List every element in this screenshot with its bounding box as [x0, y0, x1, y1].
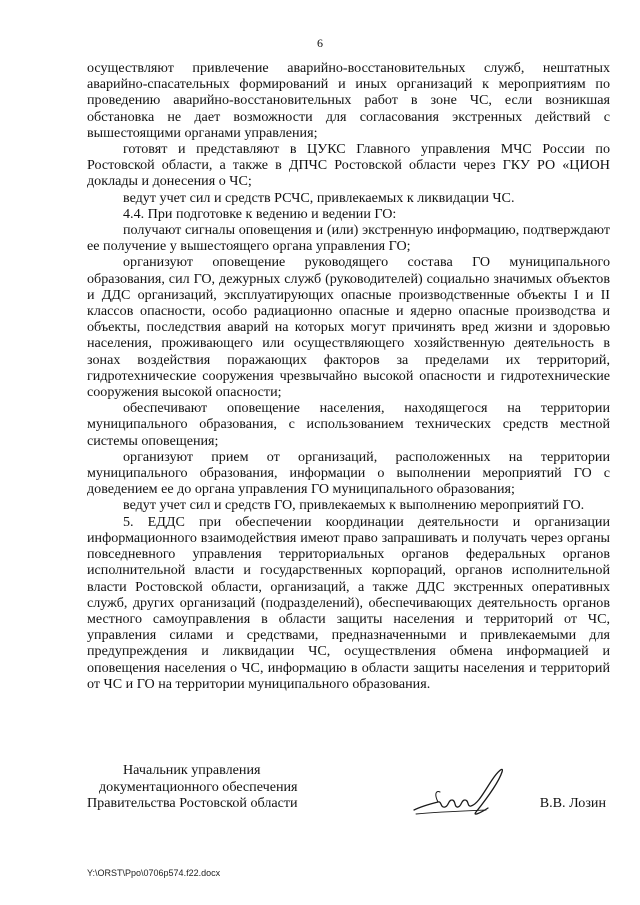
- paragraph: обеспечивают оповещение населения, находящегося на территории муниципального образования, с использованием технических средств местной системы оповещения;: [87, 400, 610, 449]
- handwritten-signature: [412, 762, 522, 822]
- paragraph: организуют оповещение руководящего состава ГО муниципального образования, сил ГО, дежурных служб (руководителей) социально значимых объектов и ДДС организаций, эксплуатирующих опасные производственные объекты I и II классов опасности, особо радиационно опасные и ядерно опасные производства и объекты, последствия аварий на которых могут причинять вред жизни и здоровью населения, проживающего или осуществляющего хозяйственную деятельность в зонах воздействия поражающих факторов за пределами их территорий, гидротехнические сооружения чрезвычайно высокой опасности и гидротехнические сооружения высокой опасности;: [87, 254, 610, 401]
- paragraph: готовят и представляют в ЦУКС Главного управления МЧС России по Ростовской области, а также в ДПЧС Ростовской области через ГКУ РО «ЦИОН доклады и донесения о ЧС;: [87, 141, 610, 190]
- signatory-title-line2: документационного обеспечения: [99, 778, 298, 795]
- file-path-footer: Y:\ORST\Ppo\0706p574.f22.docx: [87, 868, 221, 878]
- paragraph: получают сигналы оповещения и (или) экстренную информацию, подтверждают ее получение у вышестоящего органа управления ГО;: [87, 222, 610, 255]
- document-body: [87, 60, 610, 692]
- paragraph: организуют прием от организаций, расположенных на территории муниципального образования, информации о выполнении мероприятий ГО с доведением ее до органа управления ГО муниципального образования;: [87, 448, 610, 498]
- signatory-name: В.В. Лозин: [539, 795, 606, 811]
- paragraph: осуществляют привлечение аварийно-восстановительных служб, нештатных аварийно-спасательных формирований и иных организаций к мероприятиям по проведению аварийно-восстановительных работ в зоне ЧС, если возникшая обстановка не дает возможности для согласования экстренных действий с вышестоящими органами управления;: [87, 60, 610, 141]
- page-number: 6: [317, 36, 323, 50]
- paragraph: ведут учет сил и средств ГО, привлекаемых к выполнению мероприятий ГО.: [123, 497, 585, 514]
- paragraph: 5. ЕДДС при обеспечении координации деятельности и организации информационного взаимодействия имеют право запрашивать и получать через органы повседневного управления территориальных органов федеральных органов исполнительной власти и государственных корпораций, органов исполнительной власти Ростовской области, организаций, а также ДДС экстренных оперативных служб, других организаций (подразделений), обеспечивающих деятельность органов местного самоуправления в области защиты населения и территорий от ЧС, управления силами и средствами, предназначенными и привлекаемыми для предупреждения и ликвидации ЧС, осуществления обмена информацией и оповещения населения о ЧС, информацию в области защиты населения и территорий от ЧС и ГО на территории муниципального образования.: [87, 513, 610, 692]
- paragraph: 4.4. При подготовке к ведению и ведении ГО:: [123, 205, 397, 222]
- signatory-title-line3: Правительства Ростовской области: [87, 795, 298, 811]
- signatory-title-line1: Начальник управления: [123, 762, 261, 778]
- paragraph: ведут учет сил и средств РСЧС, привлекаемых к ликвидации ЧС.: [123, 189, 515, 206]
- signature-block: [87, 762, 610, 812]
